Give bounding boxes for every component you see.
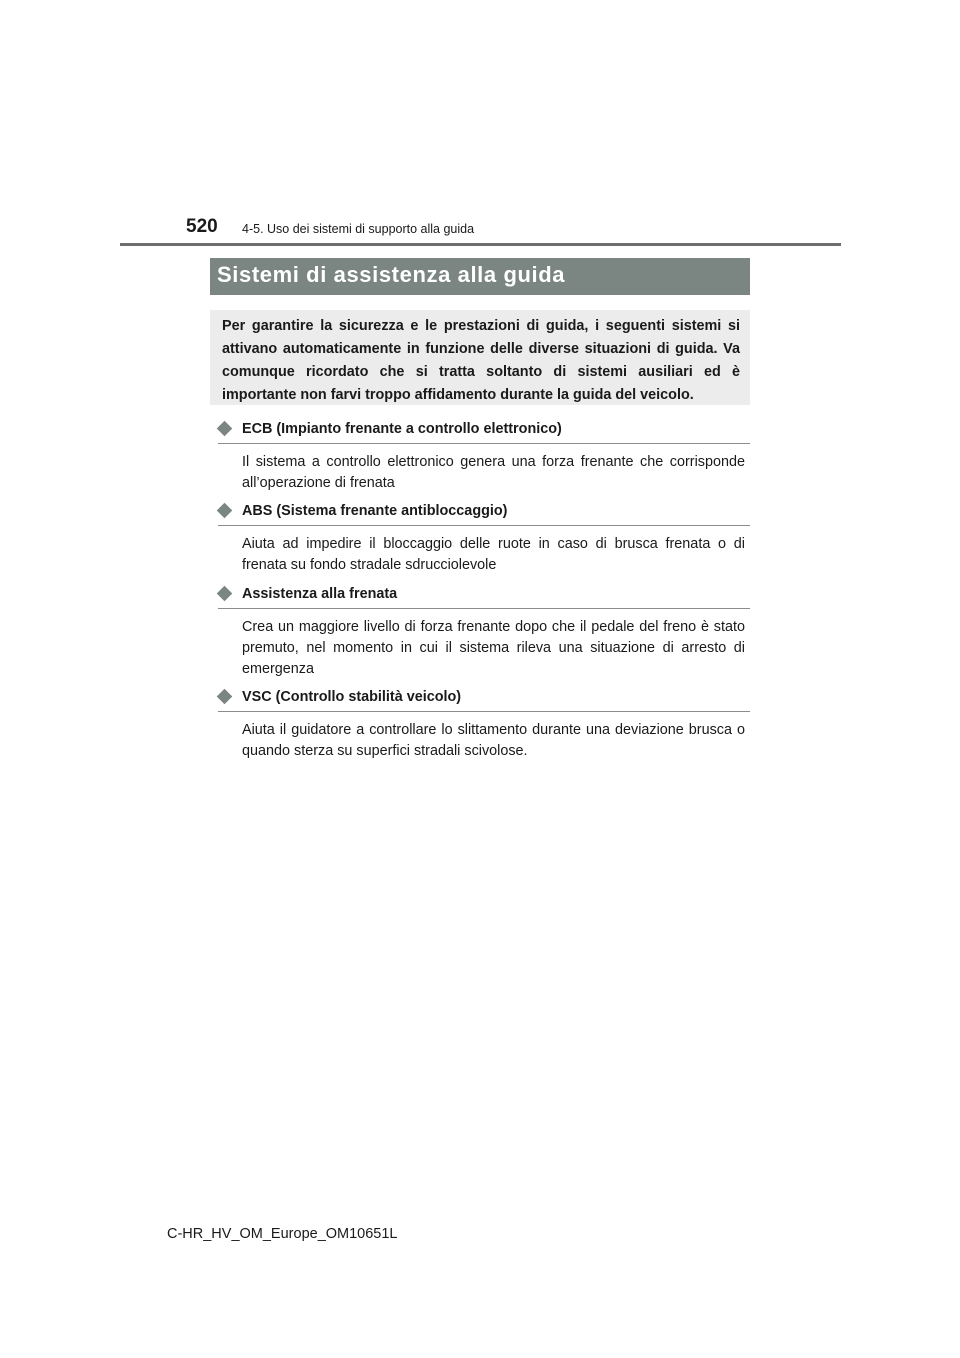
item-heading — [218, 586, 750, 609]
list-item — [218, 421, 750, 494]
item-description: Il sistema a controllo elettronico genera una forza frenante che corrisponde all’operazione di frenata — [242, 454, 745, 491]
list-item — [218, 689, 750, 762]
list-item — [218, 503, 750, 576]
item-title: VSC (Controllo stabilità veicolo) — [242, 689, 462, 705]
document-code: C-HR_HV_OM_Europe_OM10651L — [167, 1226, 398, 1242]
item-heading — [218, 503, 750, 526]
chapter-title: 4-5. Uso dei sistemi di supporto alla guida — [242, 222, 475, 236]
diamond-bullet-icon — [217, 421, 233, 437]
item-title: ABS (Sistema frenante antibloccaggio) — [242, 503, 508, 519]
item-description: Crea un maggiore livello di forza frenante dopo che il pedale del freno è stato premuto, nel momento in cui il sistema rileva una situazione di arresto di emergenza — [242, 619, 745, 677]
item-title: Assistenza alla frenata — [242, 586, 398, 602]
header-divider — [120, 243, 841, 246]
item-heading — [218, 689, 750, 712]
item-heading — [218, 421, 750, 444]
section-title: Sistemi di assistenza alla guida — [210, 258, 750, 295]
diamond-bullet-icon — [217, 503, 233, 519]
item-description: Aiuta ad impedire il bloccaggio delle ruote in caso di brusca frenata o di frenata su fondo stradale sdrucciolevole — [242, 536, 745, 573]
list-item — [218, 586, 750, 680]
item-description: Aiuta il guidatore a controllare lo slittamento durante una deviazione brusca o quando sterza su superfici stradali scivolose. — [242, 722, 745, 759]
page-number: 520 — [186, 216, 218, 237]
item-title: ECB (Impianto frenante a controllo elettronico) — [242, 421, 562, 437]
diamond-bullet-icon — [217, 586, 233, 602]
intro-box: Per garantire la sicurezza e le prestazioni di guida, i seguenti sistemi si attivano automaticamente in funzione delle diverse situazioni di guida. Va comunque ricordato che si tratta soltanto di sistemi ausiliari ed è importante non farvi troppo affidamento durante la guida del veicolo. — [210, 310, 750, 405]
diamond-bullet-icon — [217, 689, 233, 705]
